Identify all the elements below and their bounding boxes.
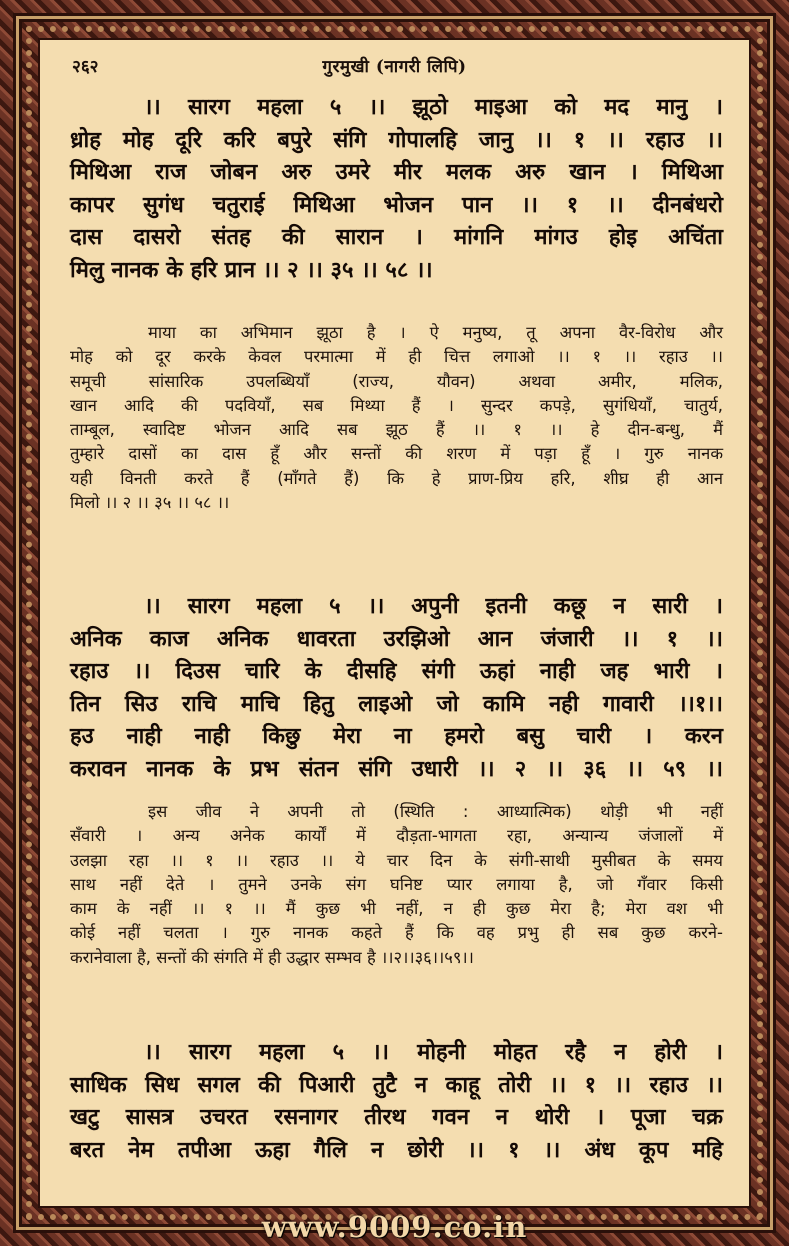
translation-line: समूची सांसारिक उपलब्धियाँ (राज्य, यौवन) अथवा अमीर, मलिक, [70, 371, 723, 391]
translation-line: ताम्बूल, स्वादिष्ट भोजन आदि सब झूठ हैं ।। १ ।। हे दीन-बन्धु, मैं [70, 420, 723, 440]
translation-2 [70, 800, 723, 970]
gurbani-verse-3 [70, 1036, 723, 1166]
gurbani-line: ।। सारग महला ५ ।। झूठो माइआ को मद मानु । [144, 94, 723, 120]
translation-line: काम के नहीं ।। १ ।। मैं कुछ भी नहीं, न ही कुछ मेरा है; मेरा वश भी [70, 899, 723, 919]
gurbani-line: तिन सिउ राचि माचि हितु लाइओ जो कामि नही गावारी ।।१।। [70, 690, 723, 717]
translation-line: कोई नहीं चलता । गुरु नानक कहते हैं कि वह प्रभु ही सब कुछ करने- [70, 923, 723, 943]
gurbani-line: साधिक सिध सगल की पिआरी तुटै न काहू तोरी ।। १ ।। रहाउ ।। [70, 1071, 723, 1098]
gurbani-line: दास दासरो संतह की सारान । मांगनि मांगउ होइ अचिंता [70, 224, 723, 250]
translation-line: मोह को दूर करके केवल परमात्मा में ही चित्त लगाओ ।। १ ।। रहाउ ।। [70, 347, 723, 367]
translation-line: यही विनती करते हैं (माँगते हैं) कि हे प्राण-प्रिय हरि, शीघ्र ही आन [70, 468, 723, 488]
translation-line: माया का अभिमान झूठा है । ऐ मनुष्य, तू अपना वैर-विरोध और [148, 323, 723, 342]
translation-line: उलझा रहा ।। १ ।। रहाउ ।। ये चार दिन के संगी-साथी मुसीबत के समय [70, 850, 723, 870]
header-title: गुरमुखी (नागरी लिपि) [322, 57, 467, 77]
gurbani-line: कापर सुगंध चतुराई मिथिआ भोजन पान ।। १ ।। दीनबंधरो [70, 191, 723, 218]
translation-line: खान आदि की पदवियाँ, सब मिथ्या हैं । सुन्दर कपड़े, सुगंधियाँ, चातुर्य, [70, 395, 723, 415]
translation-line: मिलो ।। २ ।। ३५ ।। ५८ ।। [70, 493, 230, 513]
gurbani-line: ।। सारग महला ५ ।। मोहनी मोहत रहै न होरी । [144, 1039, 723, 1065]
scripture-page [38, 38, 751, 1208]
translation-line: तुम्हारे दासों का दास हूँ और सन्तों की शरण में पड़ा हूँ । गुरु नानक [70, 444, 723, 464]
translation-line: साथ नहीं देते । तुमने उनके संग घनिष्ट प्यार लगाया है, जो गँवार किसी [70, 874, 723, 894]
gurbani-line: रहाउ ।। दिउस चारि के दीसहि संगी ऊहां नाही जह भारी । [70, 658, 723, 684]
gurbani-verse-1 [70, 91, 723, 286]
translation-1 [70, 321, 723, 515]
gurbani-line: ध्रोह मोह दूरि करि बपुरे संगि गोपालहि जानु ।। १ ।। रहाउ ।। [70, 126, 723, 153]
gurbani-line: मिलु नानक के हरि प्रान ।। २ ।। ३५ ।। ५८ ।। [70, 256, 433, 283]
translation-line: करानेवाला है, सन्तों की संगति में ही उद्धार सम्भव है ।।२।।३६।।५९।। [70, 947, 474, 967]
website-url: www.9009.co.in [261, 1210, 528, 1244]
translation-line: इस जीव ने अपनी तो (स्थिति : आध्यात्मिक) थोड़ी भी नहीं [148, 802, 723, 821]
gurbani-line: करावन नानक के प्रभ संतन संगि उधारी ।। २ ।। ३६ ।। ५९ ।। [70, 755, 723, 782]
gurbani-line: बरत नेम तपीआ ऊहा गैलि न छोरी ।। १ ।। अंध कूप महि [70, 1136, 723, 1163]
gurbani-line: ।। सारग महला ५ ।। अपुनी इतनी कछू न सारी । [144, 593, 723, 619]
translation-line: सँवारी । अन्य अनेक कार्यों में दौड़ता-भागता रहा, अन्यान्य जंजालों में [70, 826, 723, 846]
gurbani-line: खटु सासत्र उचरत रसनागर तीरथ गवन न थोरी । पूजा चक्र [70, 1104, 723, 1130]
page-number: २६२ [72, 57, 99, 77]
gurbani-line: हउ नाही नाही किछु मेरा ना हमरो बसु चारी । करन [70, 723, 723, 749]
gurbani-line: मिथिआ राज जोबन अरु उमरे मीर मलक अरु खान । मिथिआ [70, 159, 723, 185]
running-head [40, 54, 749, 80]
gurbani-line: अनिक काज अनिक धावरता उरझिओ आन जंजारी ।। १ ।। [70, 625, 723, 652]
gurbani-verse-2 [70, 590, 723, 785]
